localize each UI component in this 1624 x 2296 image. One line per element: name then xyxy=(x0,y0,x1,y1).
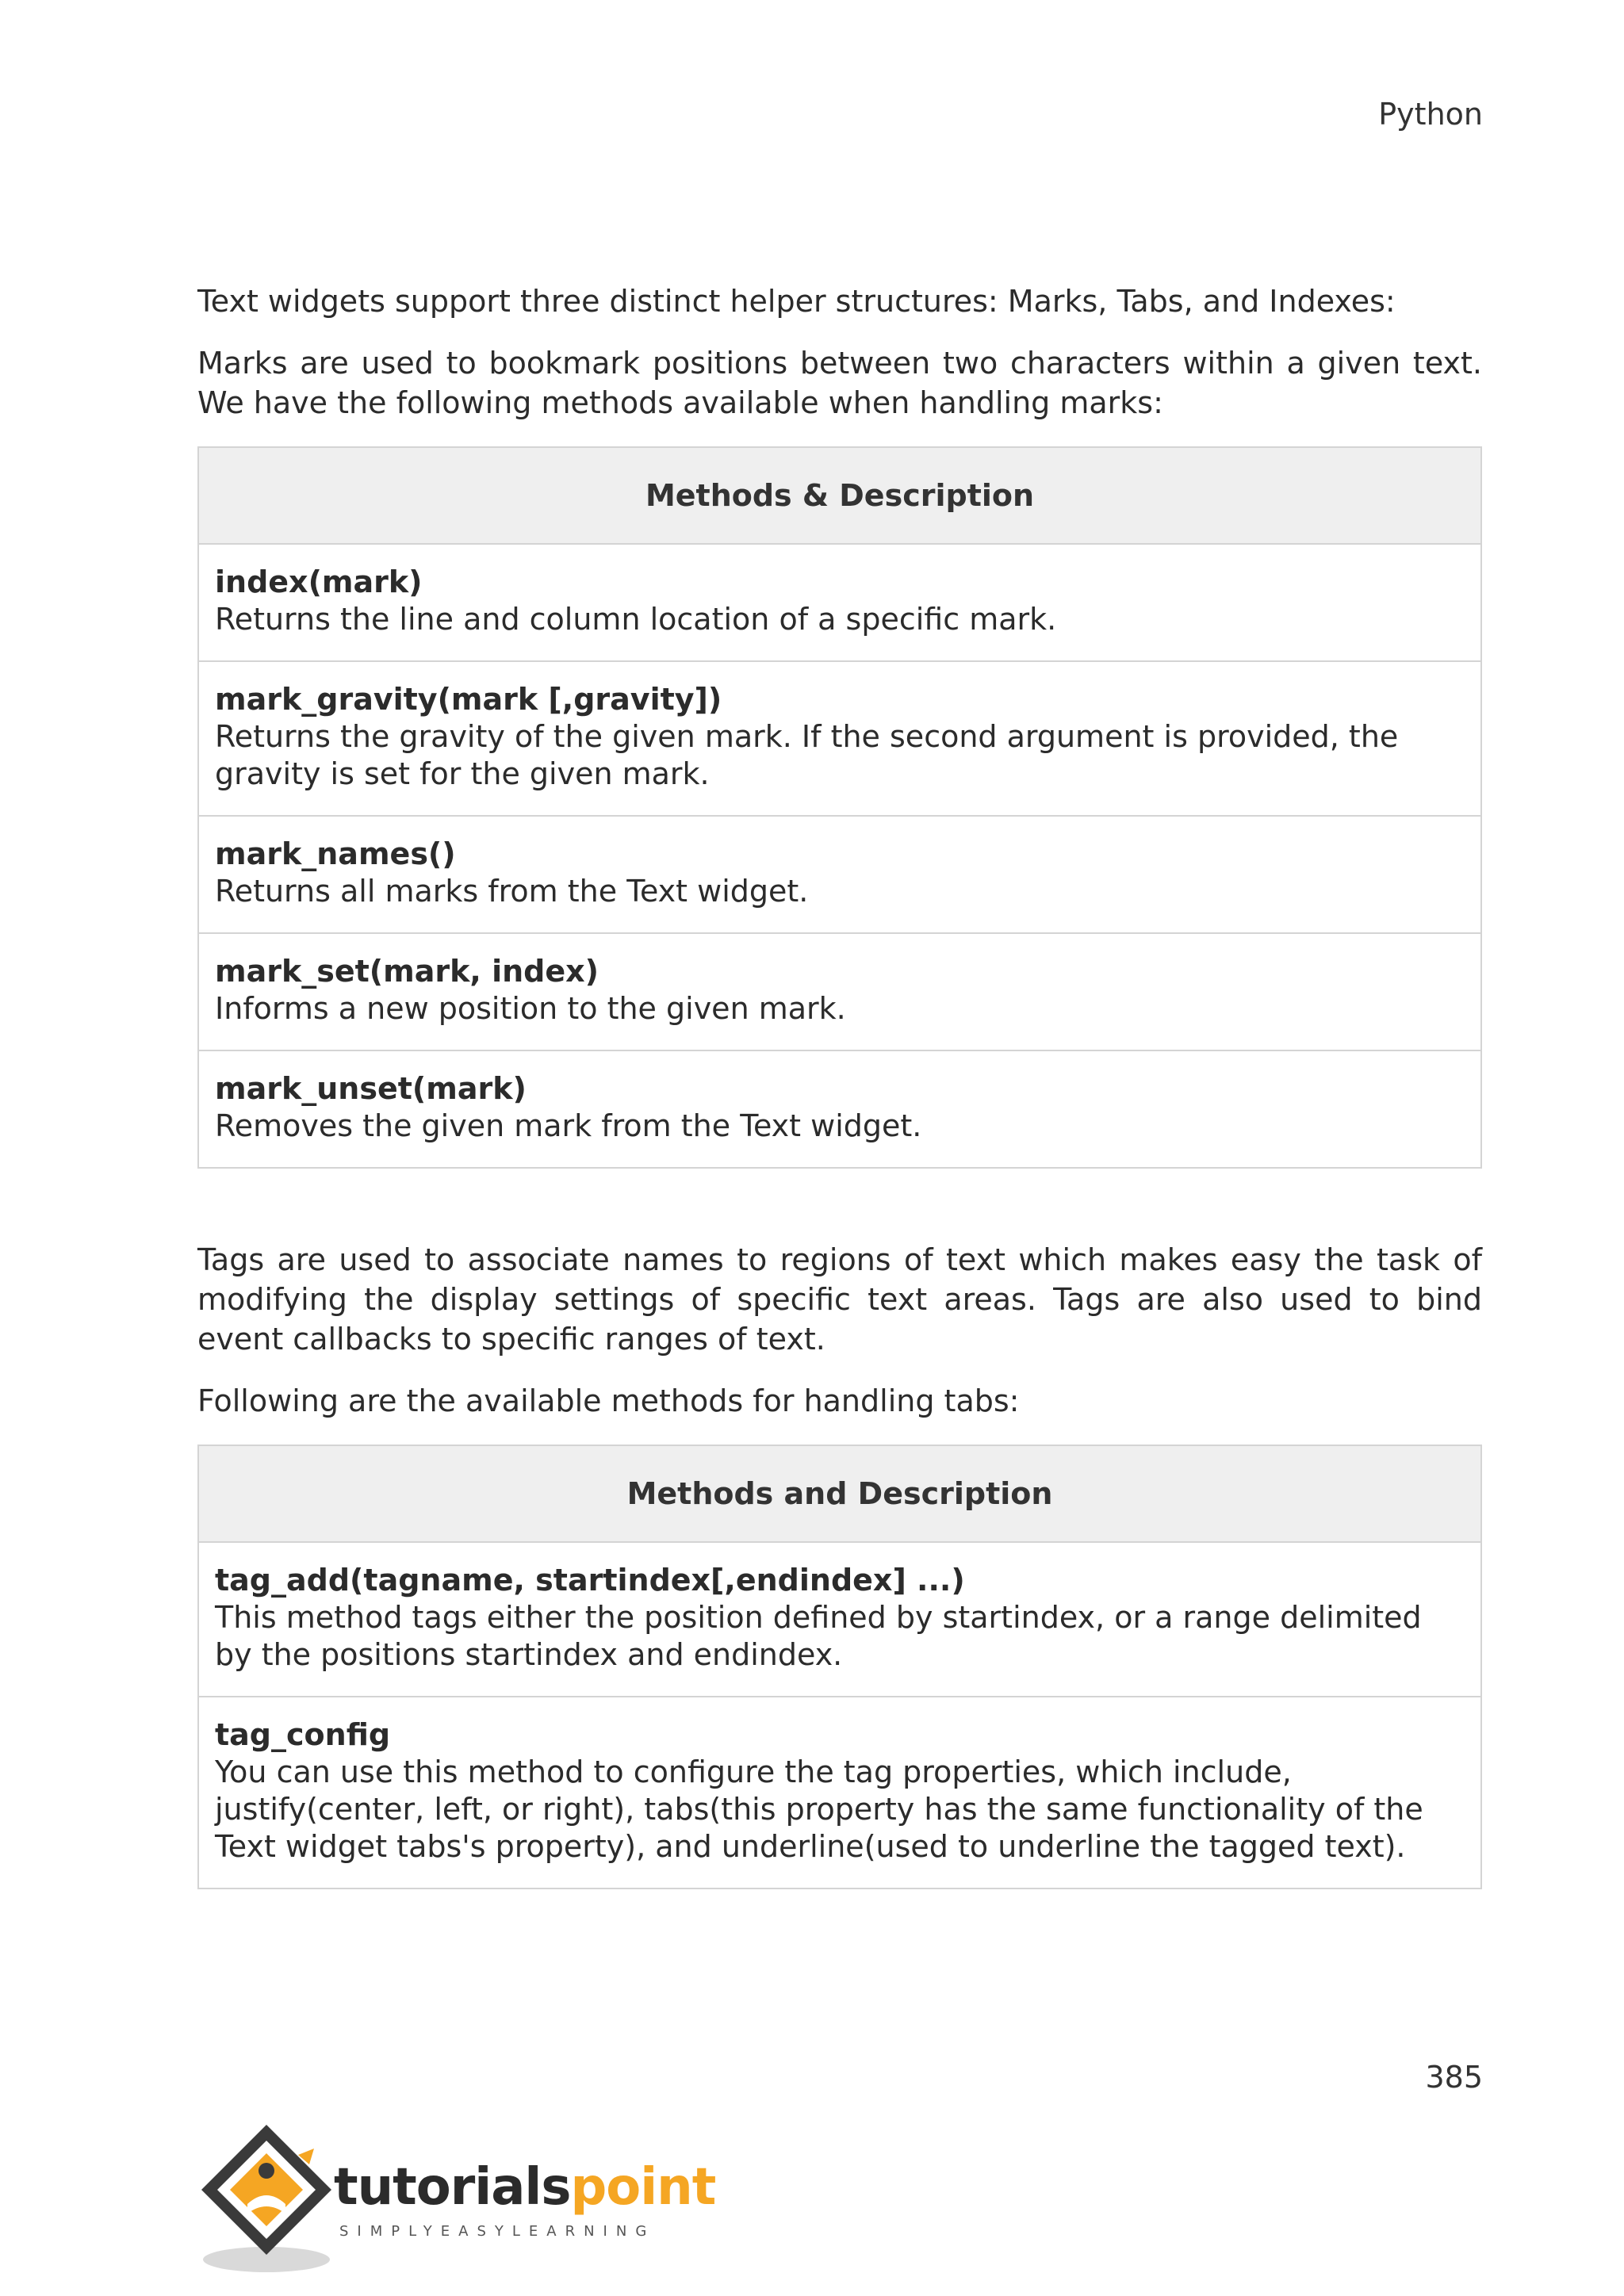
table-row xyxy=(198,816,1481,933)
method-name: mark_names() xyxy=(215,836,456,871)
intro-paragraph-2: Marks are used to bookmark positions between two characters within a given text. We have the following methods available when handling marks: xyxy=(197,346,1482,420)
logo-mark-icon xyxy=(195,2118,338,2277)
table-row xyxy=(198,1050,1481,1168)
tutorialspoint-logo xyxy=(195,2118,716,2277)
method-name: index(mark) xyxy=(215,564,423,599)
method-name: tag_add(tagname, startindex[,endindex] ...) xyxy=(215,1563,965,1598)
logo-tagline: SIMPLYEASYLEARNING xyxy=(339,2223,656,2240)
table-header: Methods and Description xyxy=(198,1445,1481,1542)
table-row xyxy=(198,661,1481,816)
method-name: mark_unset(mark) xyxy=(215,1071,527,1106)
method-name: tag_config xyxy=(215,1717,391,1752)
method-description: Informs a new position to the given mark. xyxy=(215,991,846,1026)
method-name: mark_set(mark, index) xyxy=(215,954,599,989)
page-number: 385 xyxy=(1425,2060,1483,2095)
method-description: You can use this method to configure the tag properties, which include, justify(center, left, or right), tabs(this property has the same functionality of the Text widget tabs's property), and underline(used to underline the tagged text). xyxy=(215,1755,1423,1864)
table-row xyxy=(198,1542,1481,1697)
intro-paragraph-1: Text widgets support three distinct helper structures: Marks, Tabs, and Indexes: xyxy=(197,284,1396,319)
table-header: Methods & Description xyxy=(198,447,1481,544)
section-spacer xyxy=(197,1169,1482,1240)
logo-word-1: tutorials xyxy=(334,2158,571,2217)
tags-paragraph-2: Following are the available methods for handling tabs: xyxy=(197,1383,1020,1418)
method-description: Removes the given mark from the Text widget. xyxy=(215,1108,922,1143)
table-row xyxy=(198,1697,1481,1888)
table-row xyxy=(198,544,1481,661)
page-content xyxy=(197,281,1482,1889)
method-description: Returns the gravity of the given mark. If the second argument is provided, the gravity is set for the given mark. xyxy=(215,719,1399,791)
table-row xyxy=(198,933,1481,1050)
logo-wordmark xyxy=(334,2158,715,2217)
tags-methods-table xyxy=(197,1445,1482,1889)
logo-word-2: point xyxy=(570,2158,716,2217)
running-header: Python xyxy=(1378,97,1483,132)
method-name: mark_gravity(mark [,gravity]) xyxy=(215,682,722,717)
method-description: Returns the line and column location of a specific mark. xyxy=(215,602,1057,637)
method-description: This method tags either the position defined by startindex, or a range delimited by the positions startindex and endindex. xyxy=(215,1600,1422,1672)
marks-methods-table xyxy=(197,446,1482,1169)
tags-paragraph-1: Tags are used to associate names to regions of text which makes easy the task of modifying the display settings of specific text areas. Tags are also used to bind event callbacks to specific ranges of text. xyxy=(197,1242,1482,1357)
method-description: Returns all marks from the Text widget. xyxy=(215,874,809,909)
